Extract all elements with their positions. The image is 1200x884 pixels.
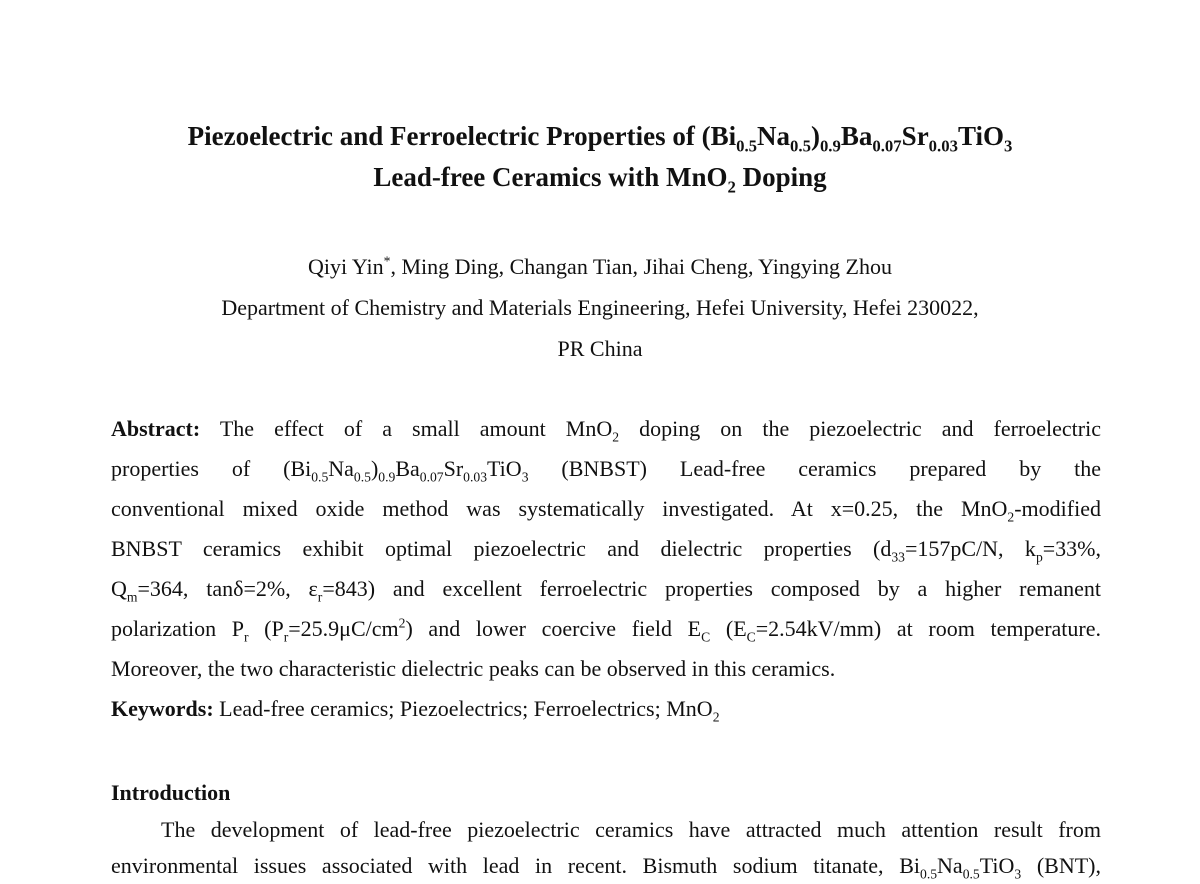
affiliation-country: PR China xyxy=(557,336,643,361)
title-line-1: Piezoelectric and Ferroelectric Properties of $(Bi_{0.5}Na_{0.5})_{0.9}Ba_{0.07}Sr_{0.03}TiO_3$ xyxy=(187,121,1013,156)
abstract-line: properties of $(Bi_{0.5}Na_{0.5})_{0.9}Ba_{0.07}Sr_{0.03}TiO_3$ (BNBST) Lead-free ceramics prepared by the xyxy=(111,456,1102,485)
abstract-line: BNBST ceramics exhibit optimal piezoelectric and dielectric properties ($d_{33}=157pC/N$, $k_p=33\%$, xyxy=(111,536,1101,565)
abstract-label: Abstract: xyxy=(111,416,201,441)
title-line-2: Lead-free Ceramics with MnO$_2$ Doping xyxy=(373,162,827,197)
introduction-body xyxy=(111,812,1101,884)
abstract-line: $Q_m=364$, tanδ=2%, $\varepsilon_r=843$) and excellent ferroelectric properties composed by a higher remanent xyxy=(111,576,1102,605)
abstract-line: polarization $P_r$ $(P_r=25.9\mu C/cm^2)$ and lower coercive field $E_C$ $(E_C=2.54kV/mm)$ at room temperature. xyxy=(111,615,1101,645)
keywords-label: Keywords: xyxy=(111,696,214,721)
abstract-line: conventional mixed oxide method was systematically investigated. At x=0.25, the MnO$_2$-modified xyxy=(111,496,1101,525)
abstract-line: Abstract: The effect of a small amount MnO$_2$ doping on the piezoelectric and ferroelectric xyxy=(111,416,1101,445)
keywords: Keywords: Lead-free ceramics; Piezoelectrics; Ferroelectrics; MnO$_2$ xyxy=(111,696,720,725)
paper-title xyxy=(0,116,1200,198)
section-heading-introduction: Introduction xyxy=(111,780,231,805)
author-block xyxy=(0,246,1200,369)
affiliation: Department of Chemistry and Materials Engineering, Hefei University, Hefei 230022, xyxy=(221,295,979,320)
intro-line: environmental issues associated with lead in recent. Bismuth sodium titanate, $Bi_{0.5}Na_{0.5}TiO_3$ (BNT), xyxy=(111,853,1102,882)
abstract-line: Moreover, the two characteristic dielectric peaks can be observed in this ceramics. xyxy=(111,656,836,681)
abstract xyxy=(111,409,1101,729)
intro-line: The development of lead-free piezoelectric ceramics have attracted much attention result from xyxy=(161,817,1101,842)
author-list: Qiyi Yin*, Ming Ding, Changan Tian, Jihai Cheng, Yingying Zhou xyxy=(308,253,892,279)
